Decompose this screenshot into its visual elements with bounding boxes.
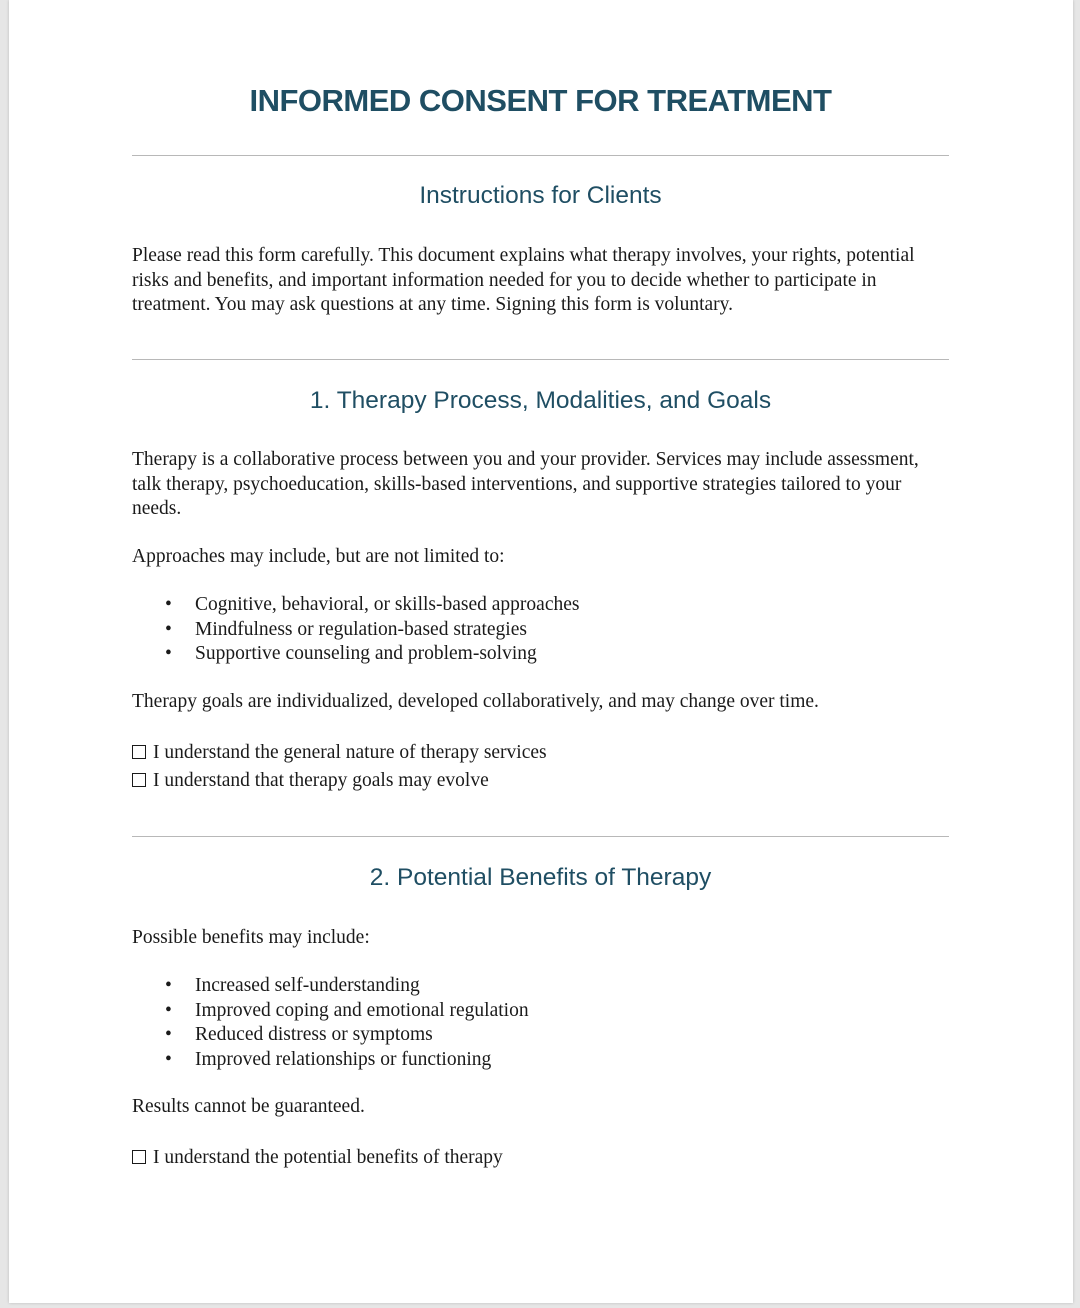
- document-title: INFORMED CONSENT FOR TREATMENT: [249, 83, 832, 118]
- instructions-heading: Instructions for Clients: [419, 182, 662, 209]
- benefits-disclaimer: Results cannot be guaranteed.: [132, 1096, 365, 1117]
- divider: [132, 359, 949, 360]
- benefit-text: Improved coping and emotional regulation: [195, 999, 529, 1021]
- list-item: [132, 618, 949, 643]
- benefit-text: Improved relationships or functioning: [195, 1048, 492, 1070]
- document-page: [9, 0, 1073, 1303]
- approaches-list: [132, 593, 949, 667]
- list-item: [132, 1048, 949, 1073]
- checkbox-label: I understand the general nature of therapy services: [153, 742, 547, 763]
- section2-heading: 2. Potential Benefits of Therapy: [369, 864, 712, 891]
- benefits-list: [132, 974, 949, 1072]
- list-item: [132, 1023, 949, 1048]
- approaches-lead: Approaches may include, but are not limited to:: [132, 546, 505, 567]
- divider: [132, 836, 949, 837]
- checkbox-icon[interactable]: [132, 745, 146, 759]
- goals-note: Therapy goals are individualized, developed collaboratively, and may change over time.: [132, 691, 819, 712]
- list-item: [132, 593, 949, 618]
- approach-text: Mindfulness or regulation-based strategies: [195, 618, 527, 640]
- checkbox-label: I understand that therapy goals may evolve: [153, 770, 489, 791]
- benefit-text: Reduced distress or symptoms: [195, 1024, 433, 1045]
- approach-text: Cognitive, behavioral, or skills-based approaches: [195, 594, 580, 615]
- acknowledge-goals-evolve-checkbox[interactable]: [132, 769, 949, 794]
- list-item: [132, 999, 949, 1024]
- bullet-icon: •: [165, 1024, 172, 1045]
- section1-heading: 1. Therapy Process, Modalities, and Goals: [309, 387, 772, 414]
- approach-text: Supportive counseling and problem-solving: [195, 643, 537, 664]
- checkbox-icon[interactable]: [132, 1150, 146, 1164]
- benefits-lead: Possible benefits may include:: [132, 927, 370, 948]
- bullet-icon: •: [165, 618, 172, 640]
- checkbox-icon[interactable]: [132, 773, 146, 787]
- bullet-icon: •: [165, 1048, 172, 1070]
- bullet-icon: •: [165, 643, 172, 664]
- bullet-icon: •: [165, 999, 172, 1021]
- section1-intro: Therapy is a collaborative process between you and your provider. Services may include assessment, talk therapy, psychoeducation, skills-based interventions, and supportive strategies tailored to your needs.: [132, 449, 919, 519]
- checkbox-label: I understand the potential benefits of therapy: [153, 1147, 503, 1168]
- list-item: [132, 974, 949, 999]
- bullet-icon: •: [165, 975, 172, 996]
- acknowledge-benefits-checkbox[interactable]: [132, 1146, 949, 1171]
- list-item: [132, 642, 949, 667]
- benefit-text: Increased self-understanding: [195, 975, 420, 996]
- acknowledge-therapy-nature-checkbox[interactable]: [132, 741, 949, 766]
- bullet-icon: •: [165, 594, 172, 615]
- instructions-body: Please read this form carefully. This document explains what therapy involves, your rights, potential risks and benefits, and important information needed for you to decide whether to participate in treatment. You may ask questions at any time. Signing this form is voluntary.: [132, 245, 915, 315]
- divider: [132, 155, 949, 156]
